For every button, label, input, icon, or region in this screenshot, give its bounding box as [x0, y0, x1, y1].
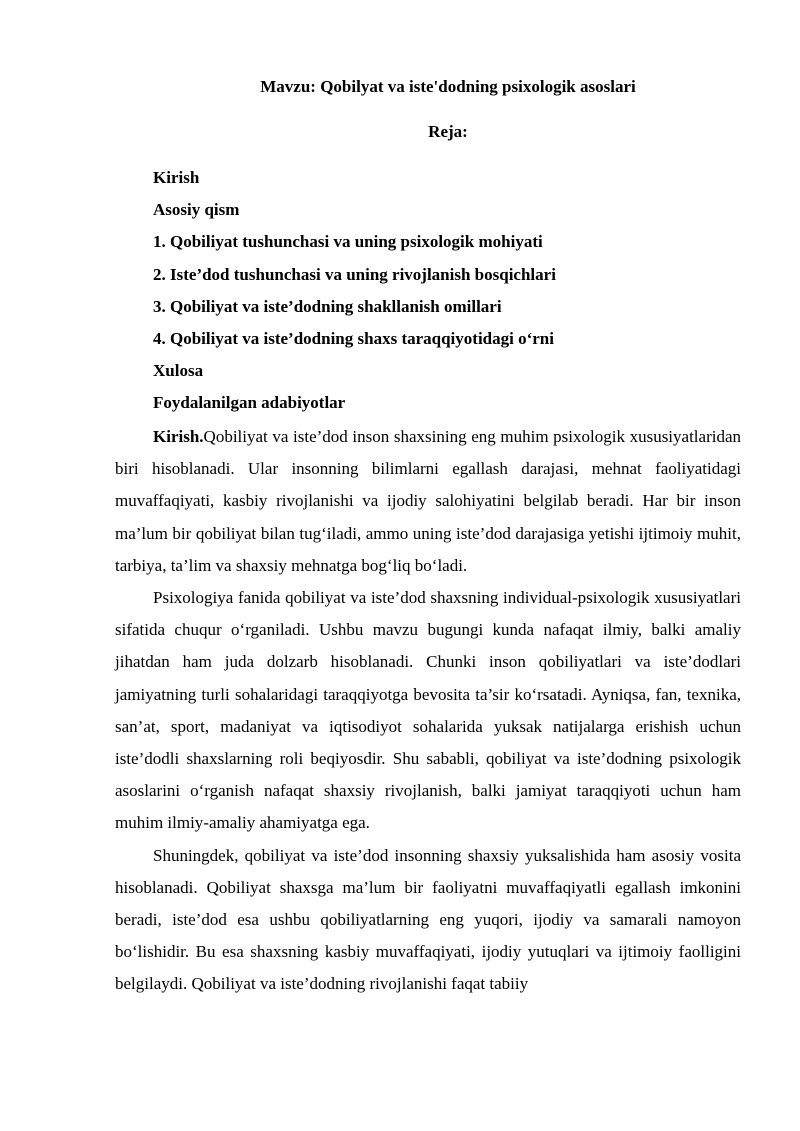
plan-item: 1. Qobiliyat tushunchasi va uning psixologik mohiyati: [153, 232, 543, 252]
plan-item: Foydalanilgan adabiyotlar: [153, 393, 346, 413]
plan-item: 3. Qobiliyat va iste’dodning shakllanish omillari: [153, 296, 502, 316]
plan-list: [153, 162, 556, 420]
plan-heading: Reja:: [428, 122, 468, 141]
plan-item: Kirish: [153, 168, 200, 187]
paragraph: [115, 582, 741, 840]
plan-item: Asosiy qism: [153, 200, 240, 220]
body-text: [115, 421, 741, 1001]
document-title: Mavzu: Qobilyat va iste'dodning psixologik asoslari: [260, 77, 636, 96]
paragraph-intro: [115, 421, 741, 582]
plan-item: 4. Qobiliyat va iste’dodning shaxs taraqqiyotidagi o‘rni: [153, 329, 554, 349]
paragraph-lead: Kirish.: [153, 427, 204, 446]
plan-item: Xulosa: [153, 361, 204, 381]
plan-item: 2. Iste’dod tushunchasi va uning rivojlanish bosqichlari: [153, 264, 556, 284]
paragraph-text: Shuningdek, qobiliyat va iste’dod insonning shaxsiy yuksalishida ham asosiy vosita hisoblanadi. Qobiliyat shaxsga ma’lum bir faoliyatni muvaffaqiyatli egallash imkonini beradi, iste’dod esa ushbu qobiliyatlarning eng yuqori, ijodiy va samarali namoyon bo‘lishidir. Bu esa shaxsning kasbiy muvaffaqiyati, ijodiy yutuqlari va ijtimoiy faolligini belgilaydi. Qobiliyat va iste’dodning rivojlanishi faqat tabiiy: [115, 845, 741, 994]
paragraph: [115, 840, 741, 1001]
paragraph-text: Qobiliyat va iste’dod inson shaxsining eng muhim psixologik xususiyatlaridan biri hisoblanadi. Ular insonning bilimlarni egallash darajasi, mehnat faoliyatidagi muvaffaqiyati, kasbiy rivojlanishi va ijodiy salohiyatini belgilab beradi. Har bir inson ma’lum bir qobiliyat bilan tug‘iladi, ammo uning iste’dod darajasiga yetishi ijtimoiy muhit, tarbiya, ta’lim va shaxsiy mehnatga bog‘liq bo‘ladi.: [115, 427, 741, 575]
paragraph-text: Psixologiya fanida qobiliyat va iste’dod shaxsning individual-psixologik xususiyatlari sifatida chuqur o‘rganiladi. Ushbu mavzu bugungi kunda nafaqat ilmiy, balki amaliy jihatdan ham juda dolzarb hisoblanadi. Chunki inson qobiliyatlari va iste’dodlari jamiyatning turli sohalaridagi taraqqiyotga bevosita ta’sir ko‘rsatadi. Ayniqsa, fan, texnika, san’at, sport, madaniyat va iqtisodiyot sohalarida yuksak natijalarga erishish uchun iste’dodli shaxslarning roli beqiyosdir. Shu sababli, qobiliyat va iste’dodning psixologik asoslarini o‘rganish nafaqat shaxsiy rivojlanish, balki jamiyat taraqqiyoti uchun ham muhim ilmiy-amaliy ahamiyatga ega.: [115, 588, 741, 833]
